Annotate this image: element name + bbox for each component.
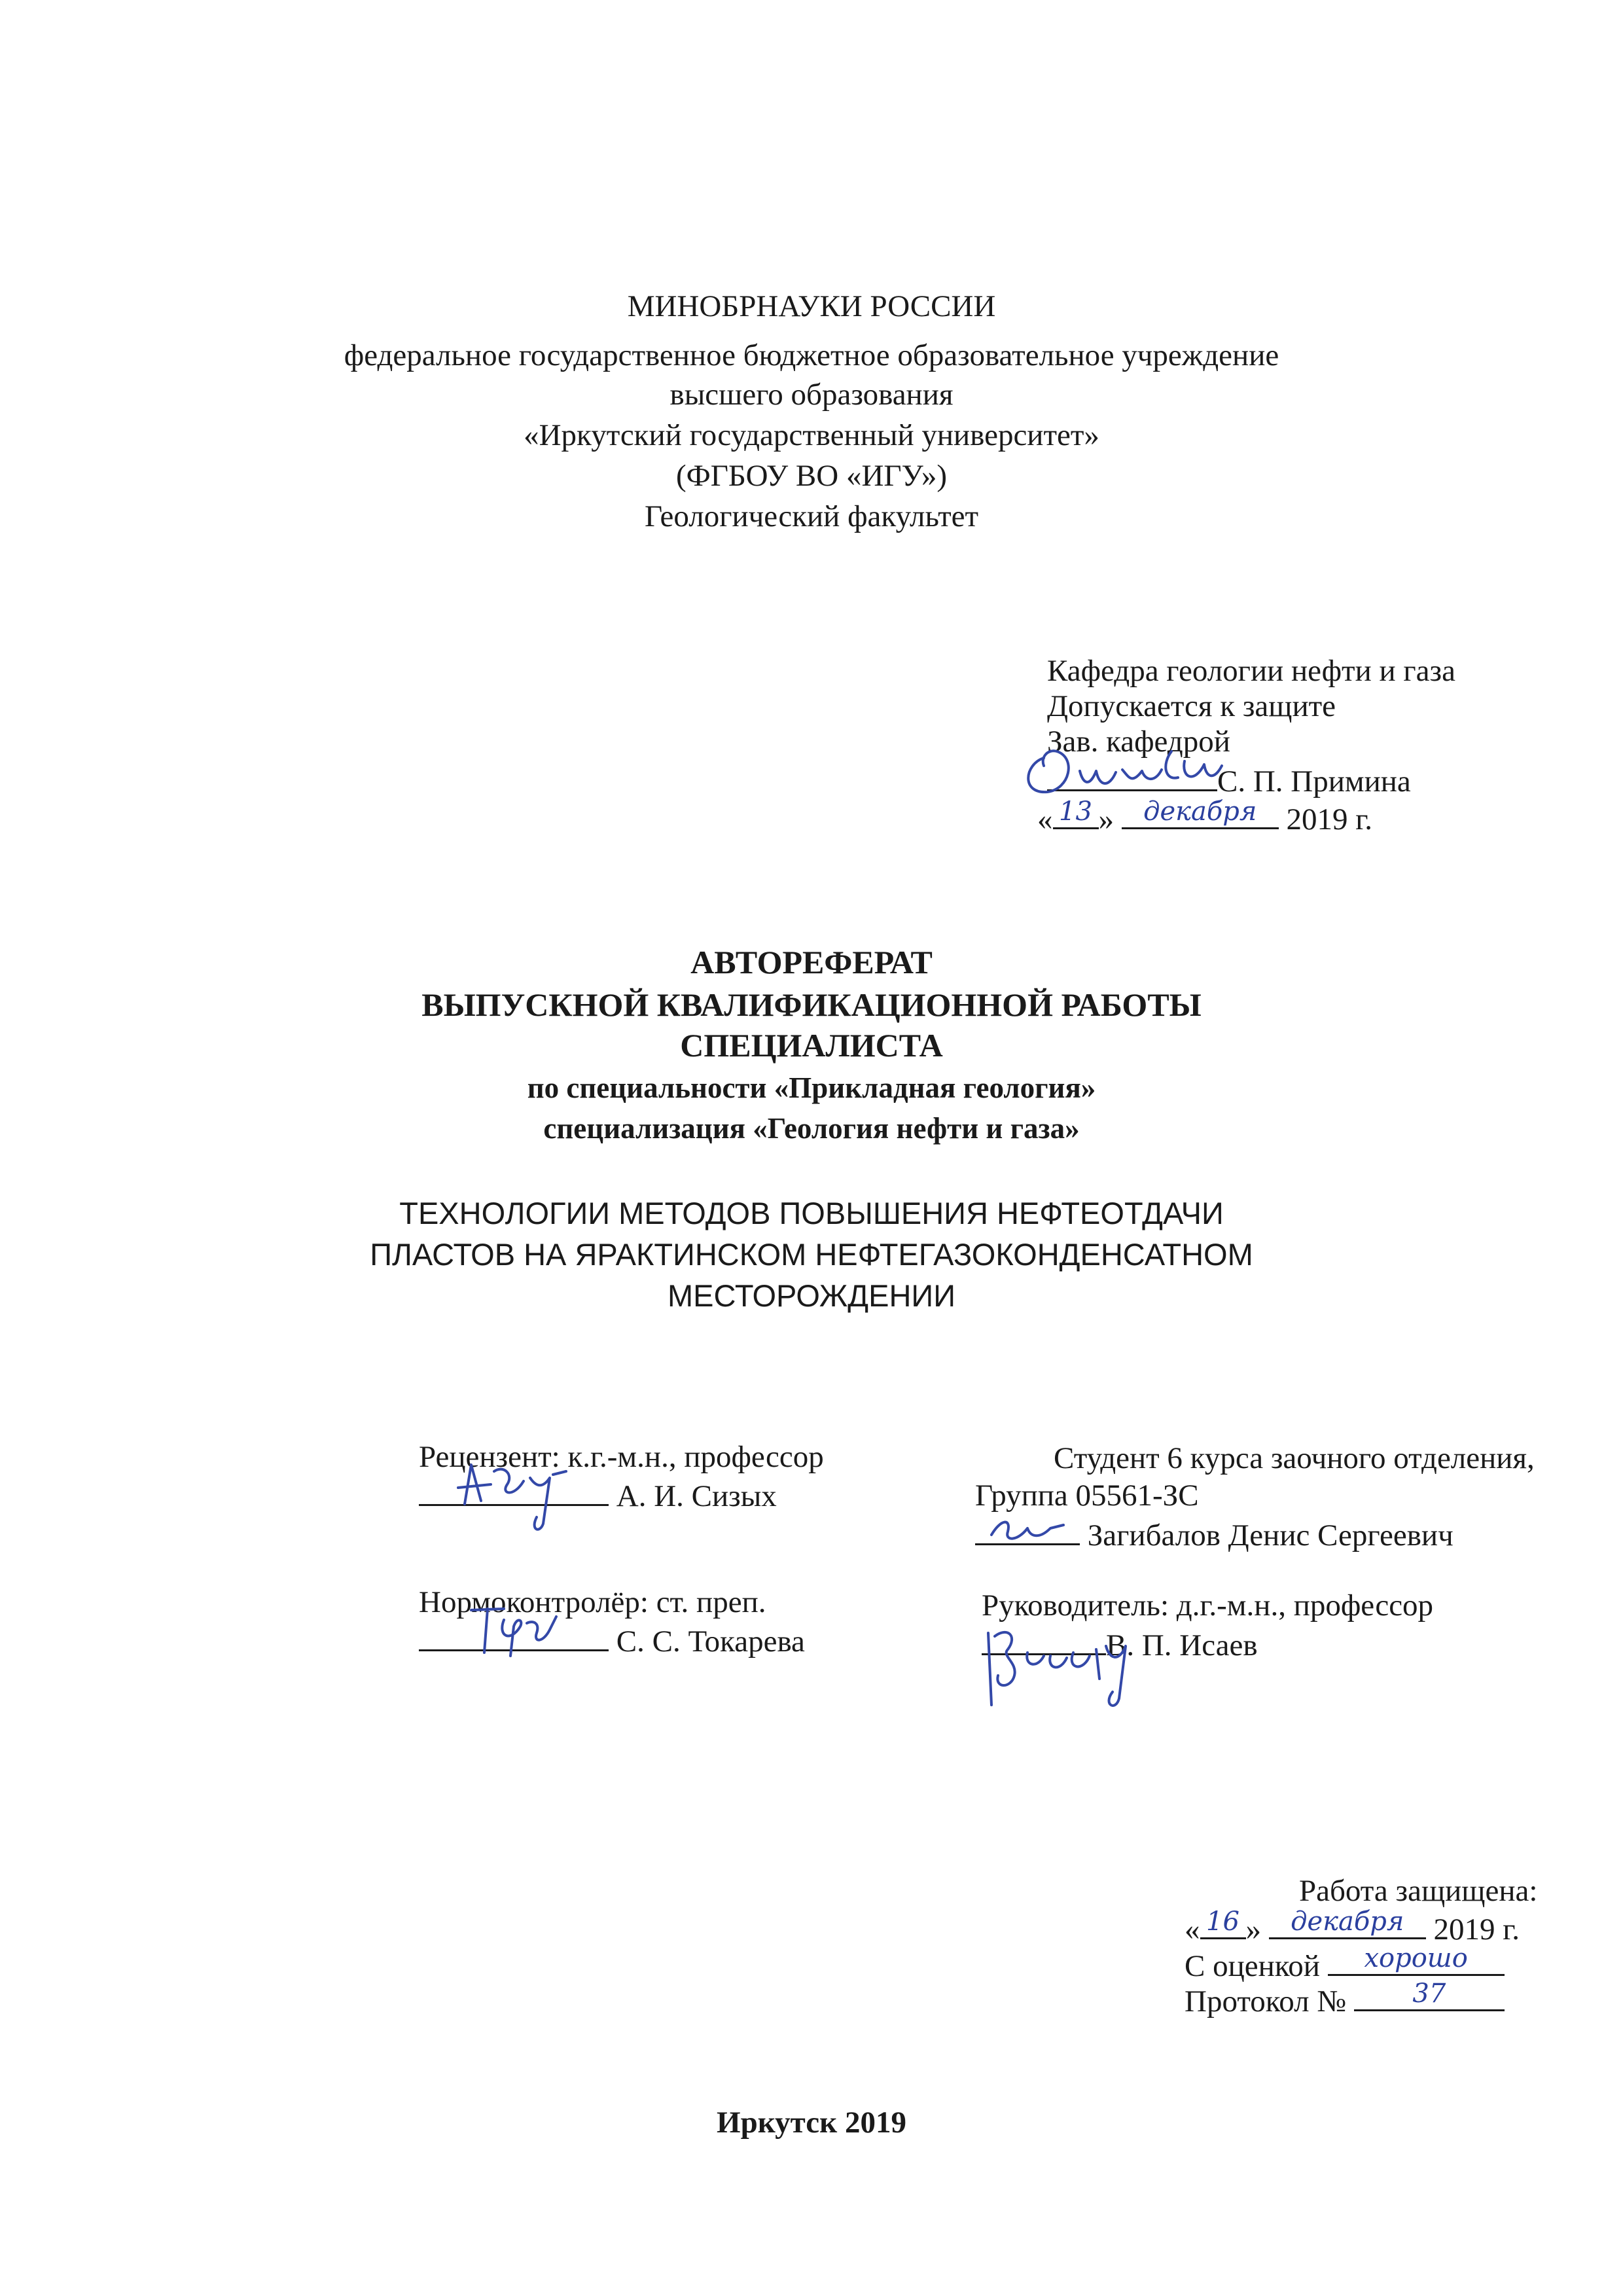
document-type-subtitle: ВЫПУСКНОЙ КВАЛИФИКАЦИОННОЙ РАБОТЫ — [421, 986, 1202, 1023]
supervisor-signature — [962, 1607, 1158, 1718]
supervisor-name: В. П. Исаев — [1106, 1628, 1258, 1662]
defense-grade-field — [1328, 1943, 1505, 1976]
normcontrol-signature — [458, 1590, 589, 1662]
defense-protocol-value: 37 — [1412, 1979, 1446, 2009]
student-name: Загибалов Денис Сергеевич — [1087, 1518, 1454, 1552]
student-group: Группа 05561-ЗС — [975, 1479, 1199, 1513]
faculty-name: Геологический факультет — [644, 499, 979, 533]
approval-date-day: 13 — [1059, 797, 1092, 827]
thesis-topic-line3: МЕСТОРОЖДЕНИИ — [668, 1278, 955, 1313]
admission-label: Допускается к защите — [1047, 689, 1336, 723]
approval-date: « 13 » декабря 2019 г. — [1037, 797, 1372, 836]
defense-date-day-field — [1200, 1907, 1246, 1939]
reviewer-role: Рецензент: к.г.-м.н., профессор — [419, 1440, 824, 1474]
university-abbreviation: (ФГБОУ ВО «ИГУ») — [675, 459, 948, 493]
thesis-topic-line1: ТЕХНОЛОГИИ МЕТОДОВ ПОВЫШЕНИЯ НЕФТЕОТДАЧИ — [399, 1196, 1224, 1230]
thesis-topic-line2: ПЛАСТОВ НА ЯРАКТИНСКОМ НЕФТЕГАЗОКОНДЕНСАТНОМ — [370, 1237, 1253, 1272]
normcontrol-role: Нормоконтролёр: ст. преп. — [419, 1585, 766, 1619]
defense-status: Работа защищена: — [1299, 1874, 1538, 1908]
reviewer-signature — [445, 1452, 589, 1537]
student-signature — [978, 1505, 1083, 1551]
defense-date: « 16 » декабря 2019 г. — [1185, 1907, 1520, 1946]
defense-date-day: 16 — [1206, 1907, 1240, 1937]
defense-grade — [1185, 1943, 1505, 1983]
document-type-level: СПЕЦИАЛИСТА — [680, 1027, 943, 1064]
defense-grade-label: С оценкой — [1185, 1949, 1320, 1983]
university-name: «Иркутский государственный университет» — [524, 418, 1099, 452]
defense-protocol-field — [1354, 1979, 1505, 2011]
defense-date-month-field — [1269, 1907, 1426, 1939]
department-name: Кафедра геологии нефти и газа — [1047, 654, 1455, 688]
approval-date-month-field — [1122, 797, 1279, 829]
approval-date-month: декабря — [1143, 797, 1257, 827]
approval-date-day-field — [1053, 797, 1099, 829]
student-course: Студент 6 курса заочного отделения, — [1054, 1441, 1535, 1475]
document-type-title: АВТОРЕФЕРАТ — [690, 944, 933, 980]
approval-date-year: 2019 г. — [1286, 802, 1372, 836]
defense-grade-value: хорошо — [1364, 1943, 1468, 1973]
defense-protocol — [1185, 1979, 1505, 2018]
supervisor-role: Руководитель: д.г.-м.н., профессор — [982, 1588, 1434, 1623]
reviewer-name: А. И. Сизых — [616, 1479, 777, 1513]
specialization-line: специализация «Геология нефти и газа» — [543, 1112, 1080, 1145]
institution-type-line1: федеральное государственное бюджетное образовательное учреждение — [344, 338, 1279, 372]
department-head-name: С. П. Примина — [1217, 764, 1411, 798]
specialty-line: по специальности «Прикладная геология» — [527, 1071, 1096, 1104]
institution-type-line2: высшего образования — [669, 378, 954, 412]
defense-date-year: 2019 г. — [1433, 1912, 1520, 1946]
department-head-signature — [1018, 732, 1240, 804]
ministry-name: МИНОБРНАУКИ РОССИИ — [627, 289, 996, 323]
defense-protocol-label: Протокол № — [1185, 1984, 1347, 2018]
department-head-title: Зав. кафедрой — [1047, 725, 1230, 759]
normcontrol-name: С. С. Токарева — [616, 1624, 805, 1659]
defense-date-month: декабря — [1291, 1907, 1404, 1937]
city-year: Иркутск 2019 — [717, 2106, 906, 2140]
